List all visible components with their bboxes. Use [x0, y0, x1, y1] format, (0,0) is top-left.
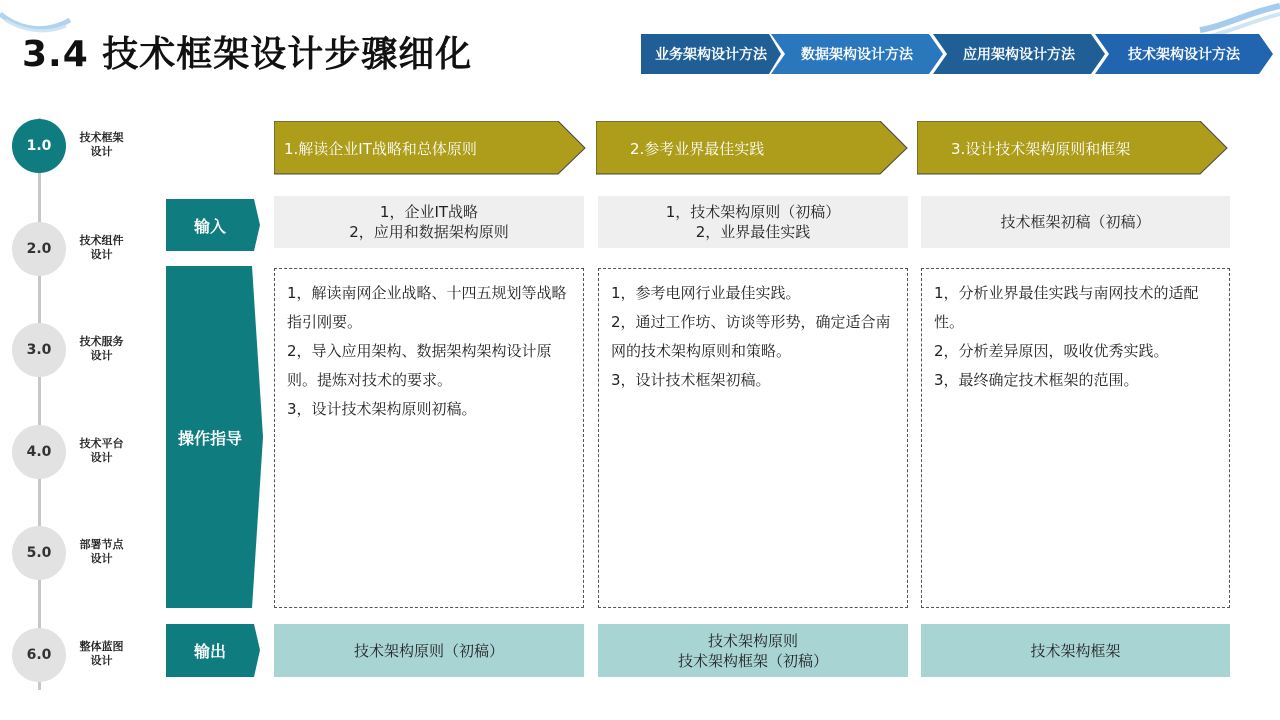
row-label-guide: 操作指导 — [166, 266, 264, 608]
side-nav-number: 3.0 — [12, 323, 66, 377]
nav-step-label: 应用架构设计方法 — [963, 47, 1075, 63]
side-nav-label: 整体蓝图 设计 — [79, 640, 124, 667]
page-title: 3.4 技术框架设计步骤细化 — [22, 34, 473, 75]
output-cell-2: 技术架构原则 技术架构框架（初稿） — [598, 624, 908, 677]
output-cell-1: 技术架构原则（初稿） — [274, 624, 584, 677]
side-nav-item-2[interactable] — [12, 222, 152, 278]
side-nav-item-6[interactable] — [12, 628, 152, 684]
side-nav-number: 4.0 — [12, 425, 66, 479]
input-cell-1: 1，企业IT战略 2，应用和数据架构原则 — [274, 196, 584, 248]
nav-step-business-architecture[interactable] — [641, 34, 781, 74]
nav-step-label: 数据架构设计方法 — [801, 47, 913, 63]
step-arrow-label: 3.设计技术架构原则和框架 — [951, 139, 1131, 158]
guide-cell-1: 1，解读南网企业战略、十四五规划等战略指引刚要。 2，导入应用架构、数据架构架构设计原则。提炼对技术的要求。 3，设计技术架构原则初稿。 — [274, 268, 584, 608]
side-nav-label: 技术框架 设计 — [79, 131, 124, 158]
side-nav-number: 6.0 — [12, 628, 66, 682]
side-nav-label: 技术平台 设计 — [79, 437, 124, 464]
side-nav-label: 部署节点 设计 — [79, 538, 124, 565]
nav-step-technical-architecture[interactable] — [1095, 34, 1273, 74]
nav-step-application-architecture[interactable] — [933, 34, 1105, 74]
nav-step-label: 业务架构设计方法 — [655, 47, 767, 63]
step-arrow-2 — [596, 121, 908, 175]
row-label-output: 输出 — [166, 624, 260, 677]
side-nav-number: 5.0 — [12, 526, 66, 580]
step-arrow-1 — [274, 121, 586, 175]
guide-cell-3: 1，分析业界最佳实践与南网技术的适配性。 2，分析差异原因，吸收优秀实践。 3，最终确定技术框架的范围。 — [921, 268, 1230, 608]
top-chevron-nav — [641, 34, 1273, 74]
output-cell-3: 技术架构框架 — [921, 624, 1230, 677]
side-nav-item-3[interactable] — [12, 323, 152, 379]
guide-cell-2: 1，参考电网行业最佳实践。 2，通过工作坊、访谈等形势，确定适合南网的技术架构原则和策略。 3，设计技术框架初稿。 — [598, 268, 908, 608]
row-label-input: 输入 — [166, 199, 260, 251]
side-nav-item-4[interactable] — [12, 425, 152, 481]
side-nav-item-1[interactable] — [12, 119, 152, 175]
input-cell-2: 1，技术架构原则（初稿） 2，业界最佳实践 — [598, 196, 908, 248]
side-nav-number: 2.0 — [12, 222, 66, 276]
nav-step-label: 技术架构设计方法 — [1128, 47, 1240, 63]
side-nav-line — [38, 118, 41, 690]
nav-step-data-architecture[interactable] — [771, 34, 943, 74]
side-nav-label: 技术服务 设计 — [79, 335, 124, 362]
side-nav-number: 1.0 — [12, 119, 66, 173]
step-arrow-3 — [917, 121, 1229, 175]
side-nav-label: 技术组件 设计 — [79, 234, 124, 261]
input-cell-3: 技术框架初稿（初稿） — [921, 196, 1230, 248]
side-nav-item-5[interactable] — [12, 526, 152, 582]
step-arrow-label: 1.解读企业IT战略和总体原则 — [284, 139, 477, 158]
step-arrow-label: 2.参考业界最佳实践 — [630, 139, 765, 158]
